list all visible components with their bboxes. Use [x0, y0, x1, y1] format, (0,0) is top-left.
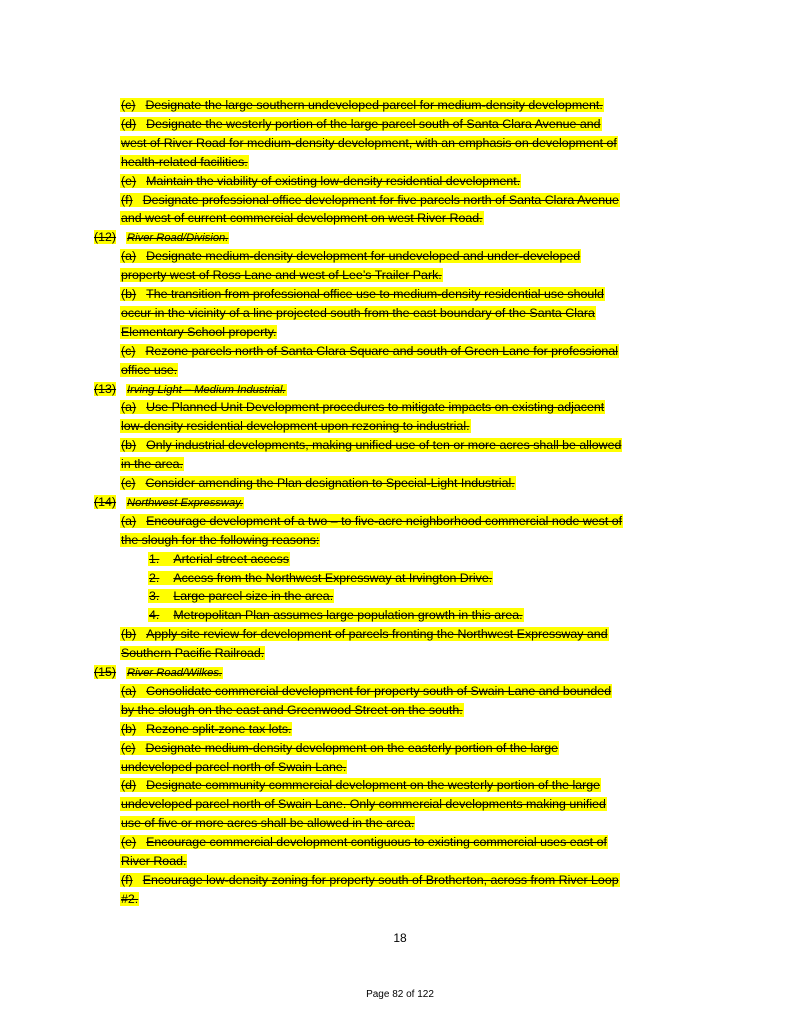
strikethrough-text	[120, 684, 612, 698]
item-marker: (b)	[121, 287, 137, 301]
item-text: Apply site review for development of parcels fronting the Northwest Expressway and	[146, 627, 608, 642]
item-text: The transition from professional office use to medium-density residential use should	[146, 287, 604, 301]
list-item	[120, 512, 623, 530]
list-item-continuation	[120, 890, 139, 908]
strikethrough-text	[120, 646, 265, 660]
list-item	[120, 115, 602, 133]
item-marker: (e)	[121, 835, 137, 850]
item-marker: 1.	[149, 551, 160, 566]
strikethrough-text	[120, 419, 471, 433]
list-item-continuation	[120, 134, 618, 152]
strikethrough-text	[120, 363, 178, 377]
item-text: Encourage low-density zoning for property south of Brotherton, across from River Loop	[142, 872, 619, 887]
strikethrough-text	[120, 136, 618, 150]
strikethrough-text	[120, 174, 521, 188]
item-marker: (c)	[121, 98, 136, 112]
item-text: the slough for the following reasons:	[121, 532, 320, 547]
list-item-continuation	[120, 852, 187, 870]
list-item	[120, 871, 620, 889]
item-text: Consolidate commercial development for property south of Swain Lane and bounded	[146, 683, 612, 698]
item-marker: (d)	[121, 116, 137, 131]
section-title: Northwest Expressway.	[127, 496, 244, 509]
list-item	[120, 625, 609, 643]
strikethrough-text	[120, 514, 623, 528]
list-item-continuation	[120, 455, 184, 473]
item-text: Maintain the viability of existing low-density residential development.	[146, 173, 521, 188]
item-text: Access from the Northwest Expressway at Irvington Drive.	[173, 570, 493, 585]
item-marker: 3.	[149, 589, 160, 604]
item-marker: 2.	[149, 570, 160, 585]
item-text: by the slough on the east and Greenwood Street on the south.	[121, 702, 463, 717]
strikethrough-text	[120, 193, 620, 207]
page-footer: Page 82 of 122	[366, 989, 434, 1000]
item-marker: (a)	[121, 400, 137, 415]
item-marker: (b)	[121, 721, 137, 736]
item-text: property west of Ross Lane and west of Lee’s Trailer Park.	[121, 268, 442, 283]
item-text: Designate medium-density development for undeveloped and under-developed	[146, 249, 581, 264]
strikethrough-text	[148, 608, 524, 622]
item-marker: (a)	[121, 513, 137, 528]
strikethrough-text	[120, 249, 581, 263]
strikethrough-text	[120, 533, 320, 547]
item-text: low-density residential development upon rezoning to industrial.	[121, 419, 470, 434]
item-text: Consider amending the Plan designation to Special-Light Industrial.	[145, 476, 515, 490]
item-marker: (b)	[121, 438, 137, 453]
item-marker: (b)	[121, 627, 137, 642]
strikethrough-text	[120, 835, 608, 849]
item-text: Only industrial developments, making unified use of ten or more acres shall be allowed	[146, 438, 622, 453]
strikethrough-text	[120, 722, 292, 736]
item-text: Designate medium-density development on the easterly portion of the large	[145, 740, 559, 755]
list-item	[120, 739, 559, 757]
item-text: occur in the vicinity of a line projected south from the east boundary of the Santa Clara	[121, 305, 595, 320]
item-marker: (a)	[121, 683, 137, 698]
section-number: (14)	[94, 494, 117, 509]
strikethrough-text	[120, 760, 347, 774]
item-marker: 4.	[149, 608, 160, 623]
list-item-continuation	[120, 701, 464, 719]
list-item	[148, 606, 524, 624]
list-item	[120, 342, 619, 360]
item-text: Southern Pacific Railroad.	[121, 646, 265, 661]
item-text: River Road.	[121, 854, 187, 868]
strikethrough-text	[148, 552, 290, 566]
item-marker: (c)	[121, 740, 136, 755]
strikethrough-text	[120, 892, 139, 906]
item-text: Use Planned Unit Development procedures to mitigate impacts on existing adjacent	[146, 400, 605, 415]
item-text: west of River Road for medium-density development, with an emphasis on development of	[121, 135, 617, 150]
list-item-continuation	[120, 323, 277, 341]
section-heading	[94, 228, 229, 247]
strikethrough-text	[120, 797, 607, 811]
strikethrough-text	[120, 457, 184, 471]
item-marker: (f)	[121, 192, 133, 207]
item-text: Designate professional office development for five parcels north of Santa Clara Avenue	[142, 192, 619, 207]
list-item	[120, 436, 622, 454]
list-item-continuation	[120, 644, 265, 662]
strikethrough-text	[120, 854, 187, 868]
list-item	[148, 587, 334, 605]
item-text: and west of current commercial development on west River Road.	[121, 211, 483, 226]
item-text: use of five or more acres shall be allowed in the area.	[121, 816, 415, 831]
item-text: undeveloped parcel north of Swain Lane.	[121, 759, 347, 774]
item-text: in the area.	[121, 457, 183, 472]
strikethrough-text	[148, 589, 334, 603]
list-item	[120, 172, 521, 190]
list-item	[148, 550, 290, 568]
item-text: Designate the westerly portion of the large parcel south of Santa Clara Avenue and	[146, 116, 601, 131]
list-item	[120, 776, 601, 794]
item-text: Elementary School property.	[121, 324, 277, 339]
section-number: (12)	[94, 230, 117, 245]
strikethrough-text	[120, 268, 443, 282]
item-text: Rezone parcels north of Santa Clara Square and south of Green Lane for professional	[145, 343, 618, 358]
list-item	[120, 191, 620, 209]
item-marker: (a)	[121, 249, 137, 264]
strikethrough-text	[120, 98, 604, 112]
strikethrough-text	[120, 155, 249, 169]
item-marker: (c)	[121, 476, 136, 490]
strikethrough-text	[120, 778, 601, 792]
list-item-continuation	[120, 361, 178, 379]
list-item-continuation	[120, 417, 471, 435]
list-item	[120, 96, 604, 114]
strikethrough-text	[120, 438, 622, 452]
list-item	[120, 720, 292, 738]
section-title: River Road/Wilkes.	[127, 667, 223, 679]
list-item-continuation	[120, 209, 484, 227]
list-item	[120, 247, 581, 265]
strikethrough-text	[120, 816, 415, 830]
item-text: Encourage development of a two – to five-acre neighborhood commercial node west of	[146, 513, 623, 528]
item-marker: (d)	[121, 778, 137, 793]
page-number: 18	[393, 931, 407, 945]
item-text: health-related facilities.	[121, 154, 248, 169]
item-text: office use.	[121, 362, 178, 377]
item-text: Rezone split-zone tax lots.	[146, 721, 292, 736]
list-item	[120, 398, 605, 416]
section-number: (15)	[94, 665, 117, 679]
strikethrough-text	[120, 627, 609, 641]
list-item-continuation	[120, 153, 249, 171]
list-item-continuation	[120, 266, 443, 284]
list-item	[120, 474, 516, 492]
strikethrough-text	[120, 741, 559, 755]
strikethrough-text	[120, 117, 602, 131]
strikethrough-text	[120, 703, 464, 717]
strikethrough-text	[120, 400, 605, 414]
item-text: Metropolitan Plan assumes large population growth in this area.	[173, 608, 523, 623]
section-title: Irving Light – Medium Industrial.	[127, 383, 286, 396]
item-text: Encourage commercial development contiguous to existing commercial uses east of	[146, 835, 607, 850]
section-heading	[94, 380, 287, 399]
item-marker: (c)	[121, 343, 136, 358]
list-item-continuation	[120, 814, 415, 832]
list-item	[148, 569, 493, 587]
section-number: (13)	[94, 381, 117, 396]
item-marker: (e)	[121, 173, 137, 188]
item-text: Designate community commercial development on the westerly portion of the large	[146, 778, 601, 793]
strikethrough-text	[120, 306, 596, 320]
item-text: Designate the large southern undeveloped parcel for medium-density development.	[145, 98, 603, 112]
list-item	[120, 833, 608, 851]
strikethrough-text	[148, 571, 493, 585]
item-text: Large parcel size in the area.	[173, 589, 334, 604]
list-item	[120, 682, 612, 700]
list-item	[120, 285, 605, 303]
strikethrough-text	[120, 476, 516, 490]
strikethrough-text	[120, 344, 619, 358]
strikethrough-text	[120, 211, 484, 225]
section-heading	[94, 493, 244, 512]
item-text: undeveloped parcel north of Swain Lane. Only commercial developments making unified	[121, 797, 606, 812]
item-text: #2.	[121, 891, 139, 906]
section-title: River Road/Division.	[127, 232, 229, 245]
list-item-continuation	[120, 304, 596, 322]
item-text: Arterial street access	[173, 551, 290, 566]
item-marker: (f)	[121, 872, 133, 887]
list-item-continuation	[120, 531, 320, 549]
strikethrough-text	[120, 287, 605, 301]
strikethrough-text	[120, 325, 277, 339]
strikethrough-text	[120, 873, 620, 887]
list-item-continuation	[120, 758, 347, 776]
section-heading	[94, 663, 223, 682]
list-item-continuation	[120, 795, 607, 813]
